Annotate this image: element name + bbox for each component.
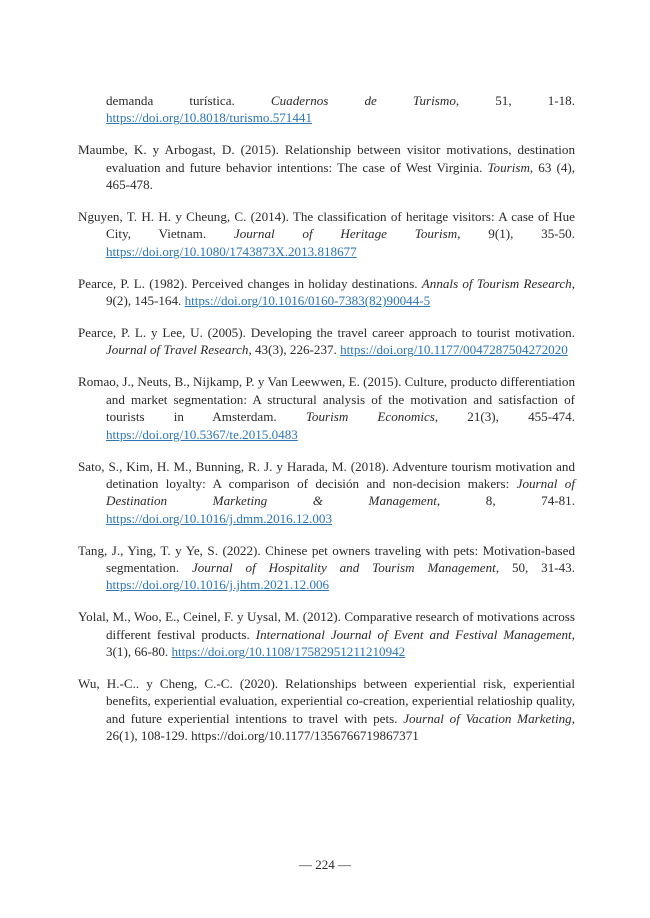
reference-text: Nguyen, T. H. H. y Cheung, C. (2014). The classification of heritage visitors: A case of Hue City, Vietnam.	[78, 209, 575, 242]
journal-title: Annals of Tourism Research	[421, 275, 572, 291]
reference-details: , 9(2), 145-164.	[106, 275, 575, 309]
reference-entry	[78, 141, 575, 193]
doi-link[interactable]: https://doi.org/10.1016/0160-7383(82)90044-5	[184, 293, 431, 309]
journal-title: Journal of Heritage Tourism	[233, 226, 458, 242]
reference-entry	[78, 458, 575, 528]
reference-details: , 3(1), 66-80.	[106, 626, 575, 660]
reference-details: , 9(1), 35-50.	[457, 226, 575, 242]
reference-details: , 43(3), 226-237.	[248, 342, 341, 358]
reference-text: Maumbe, K. y Arbogast, D. (2015). Relationship between visitor motivations, destination evaluation and future behavior intentions: The case of West Virginia.	[78, 142, 575, 175]
reference-details: , 50, 31-43.	[495, 560, 575, 576]
reference-text: Pearce, P. L. y Lee, U. (2005). Developing the travel career approach to tourist motivation.	[78, 325, 575, 341]
reference-text: Tang, J., Ying, T. y Ye, S. (2022). Chinese pet owners traveling with pets: Motivation-based segmentation.	[78, 542, 575, 576]
doi-link[interactable]: https://doi.org/10.1016/j.jhtm.2021.12.006	[106, 577, 330, 593]
reference-entry	[78, 324, 575, 359]
reference-entry	[78, 373, 575, 443]
journal-title: Journal of Hospitality and Tourism Management	[191, 560, 496, 576]
page-number: — 224 —	[299, 857, 351, 872]
reference-entry	[78, 275, 575, 310]
journal-title: Tourism Economics	[305, 409, 435, 425]
journal-title: Journal of Vacation Marketing	[403, 710, 572, 726]
reference-entry	[78, 208, 575, 260]
reference-details: , 51, 1-18.	[455, 93, 575, 108]
reference-text: Romao, J., Neuts, B., Nijkamp, P. y Van Leewwen, E. (2015). Culture, producto differentiation and market segmentation: A structural analysis of the motivation and satisfaction of tourists in Amsterdam.	[78, 374, 575, 425]
reference-text: Wu, H.-C.. y Cheng, C.-C. (2020). Relationships between experiential risk, experiential benefits, experiential evaluation, experiential co-creation, experiential relatioship quality, and future experiential intentions to travel with pets.	[78, 676, 575, 726]
doi-link[interactable]: https://doi.org/10.1016/j.dmm.2016.12.003	[106, 510, 333, 526]
reference-text: demanda turística.	[106, 93, 271, 108]
journal-title: Journal of Travel Research	[106, 342, 249, 358]
doi-link[interactable]: https://doi.org/10.8018/turismo.571441	[106, 110, 312, 126]
reference-entry	[78, 542, 575, 594]
reference-text: Yolal, M., Woo, E., Ceinel, F. y Uysal, M. (2012). Comparative research of motivations across different festival products.	[78, 609, 575, 642]
reference-details: , 26(1), 108-129.	[106, 710, 575, 744]
reference-list	[78, 92, 575, 759]
doi-link[interactable]: https://doi.org/10.1177/0047287504272020	[340, 342, 568, 358]
journal-title: Journal of Destination Marketing & Management	[106, 475, 575, 509]
reference-text: Pearce, P. L. (1982). Perceived changes in holiday destinations.	[78, 275, 422, 291]
reference-details: , 8, 74-81.	[436, 493, 575, 509]
reference-text: Sato, S., Kim, H. M., Bunning, R. J. y Harada, M. (2018). Adventure tourism motivation and detination loyalty: A comparison of decisión and non-decision makers:	[78, 458, 575, 491]
doi-link[interactable]: https://doi.org/10.1080/1743873X.2013.818677	[106, 243, 357, 259]
reference-entry	[78, 92, 575, 127]
journal-title: Tourism	[487, 159, 530, 175]
reference-details: , 21(3), 455-474.	[434, 409, 576, 425]
journal-title: Cuadernos de Turismo	[270, 93, 456, 108]
doi-link[interactable]: https://doi.org/10.1108/17582951211210942	[171, 644, 406, 660]
doi-link[interactable]: https://doi.org/10.5367/te.2015.0483	[106, 426, 298, 442]
journal-title: International Journal of Event and Festival Management	[255, 626, 572, 642]
reference-entry	[78, 608, 575, 660]
reference-entry	[78, 675, 575, 745]
doi-text: https://doi.org/10.1177/1356766719867371	[191, 728, 419, 744]
reference-details: , 63 (4), 465-478.	[106, 159, 575, 193]
